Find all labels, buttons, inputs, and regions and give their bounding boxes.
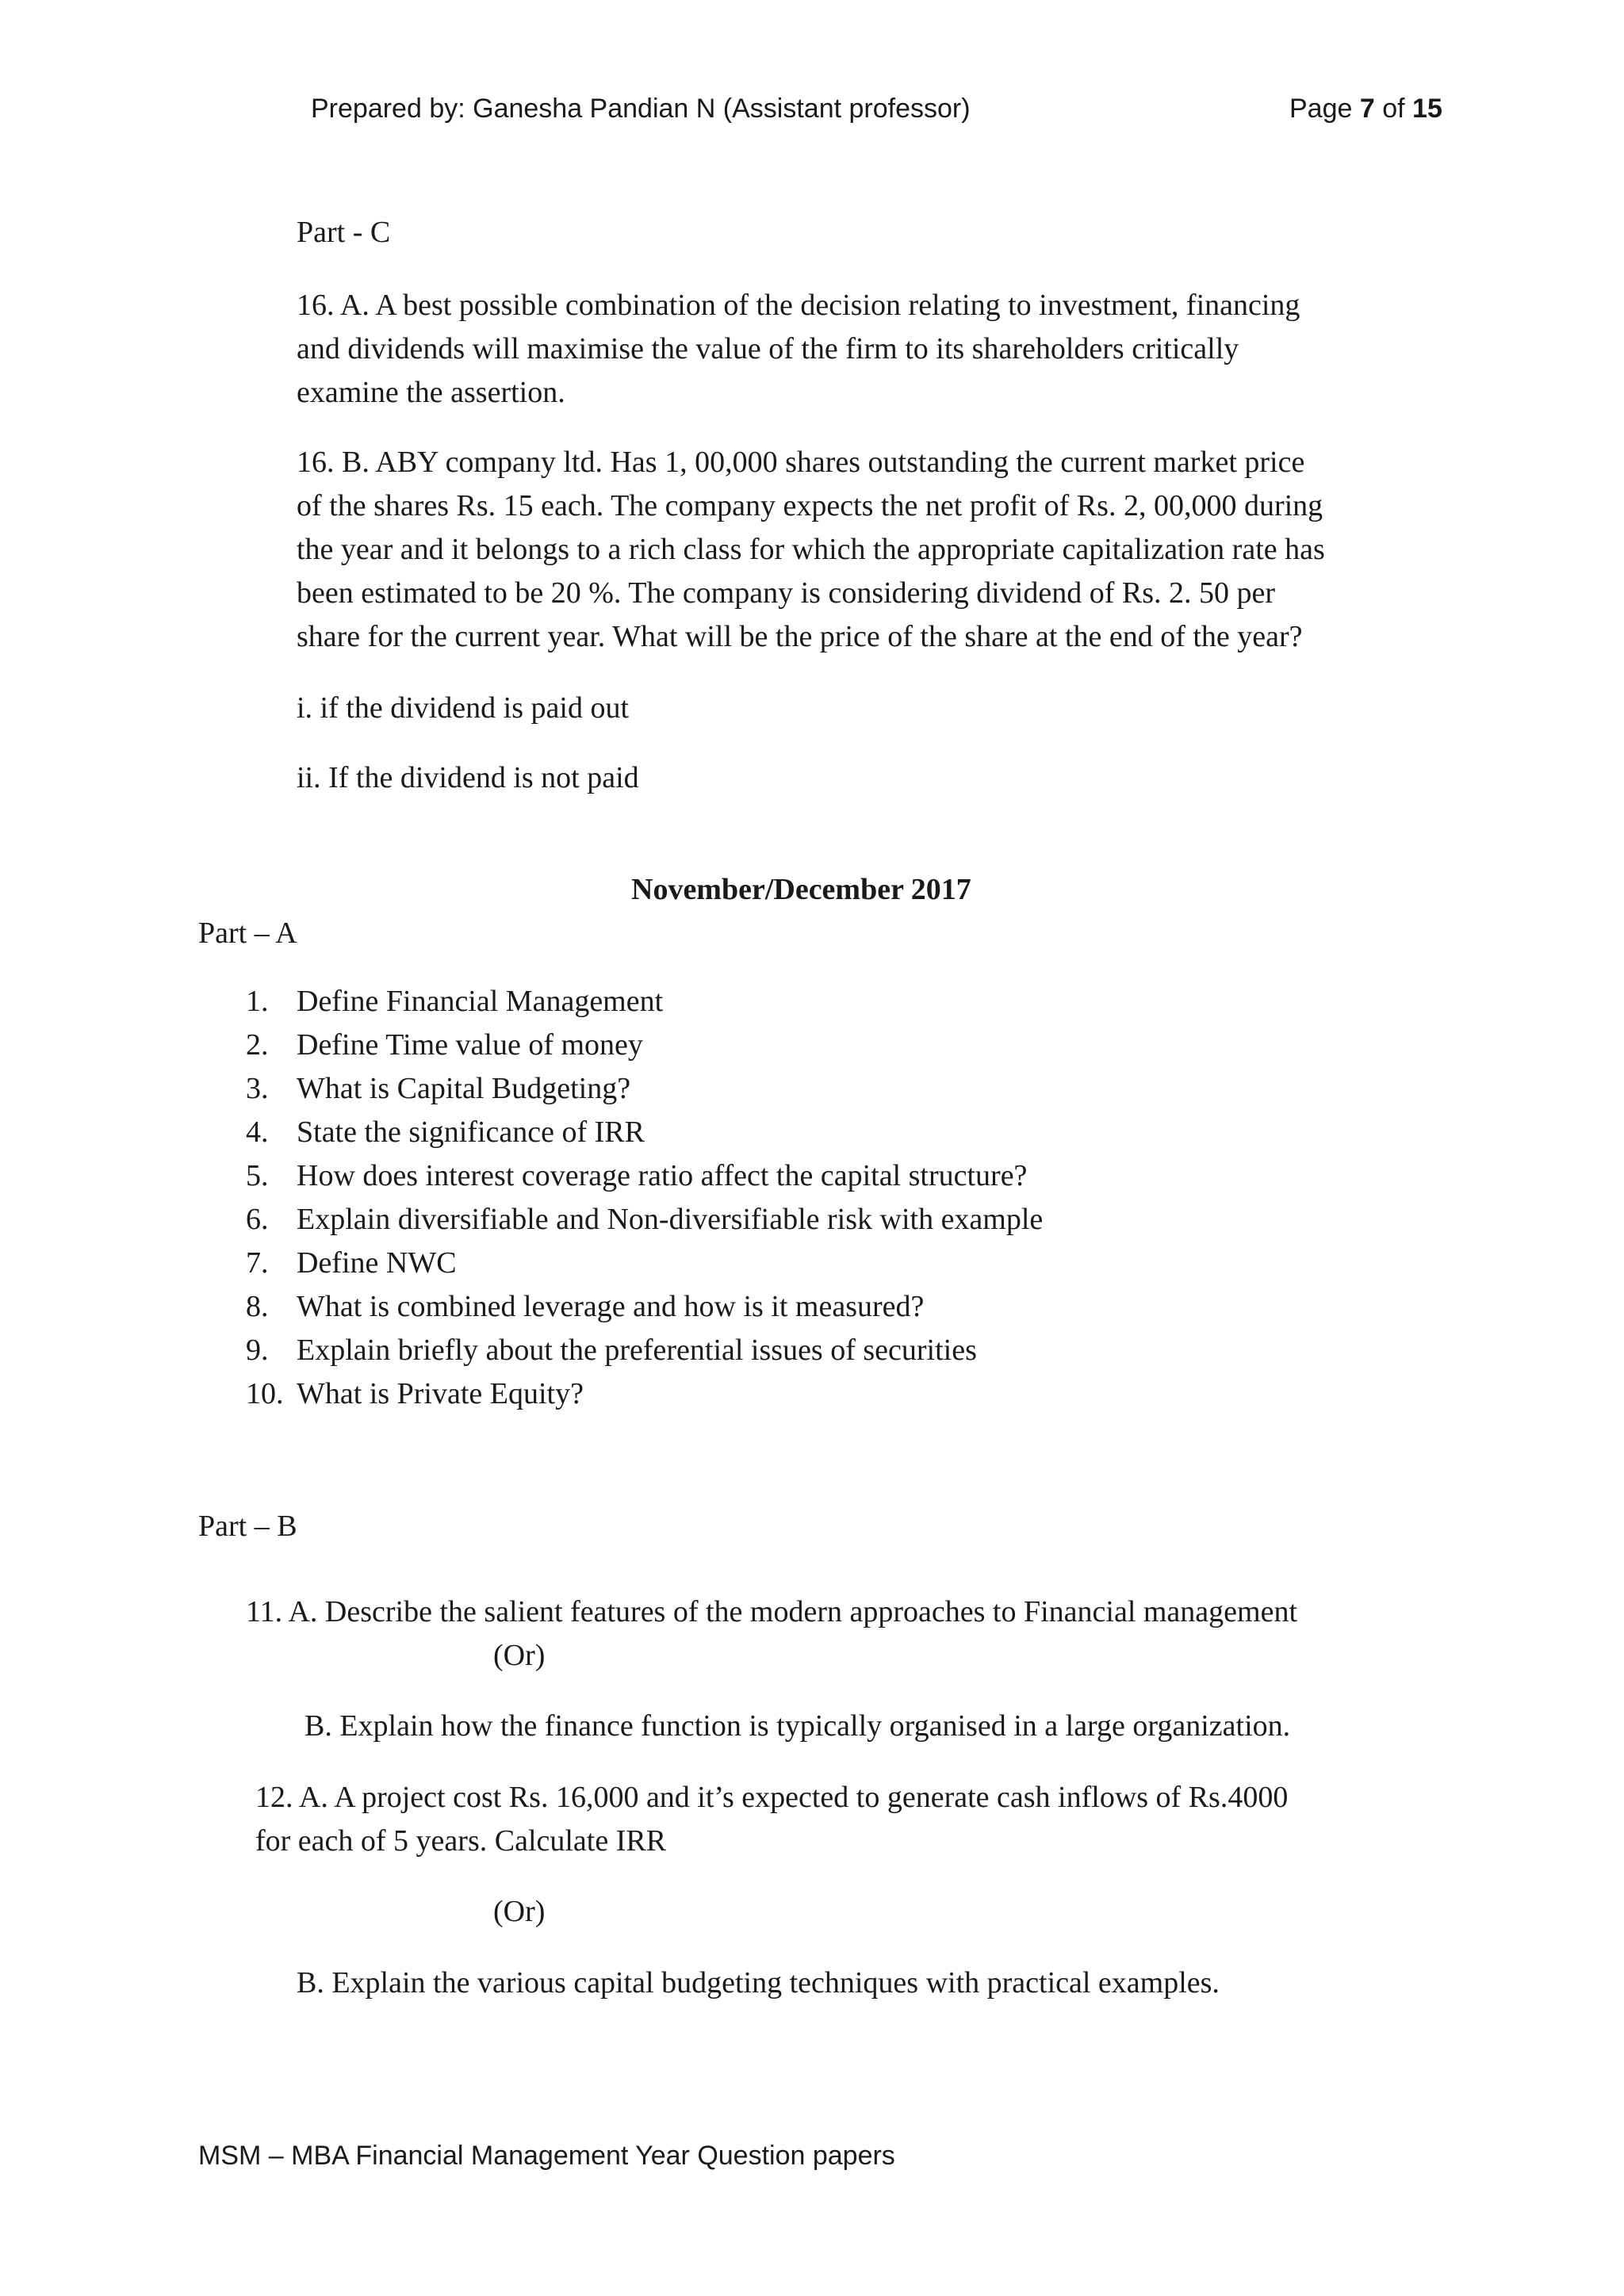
list-item-text: Explain diversifiable and Non-diversifiable risk with example xyxy=(297,1203,1044,1236)
list-item-number: 6. xyxy=(246,1203,269,1236)
question-12a-line: for each of 5 years. Calculate IRR xyxy=(255,1824,667,1858)
list-item-text: Define NWC xyxy=(297,1246,457,1280)
list-item-number: 3. xyxy=(246,1072,269,1105)
list-item-text: Define Financial Management xyxy=(297,985,664,1018)
question-11a: 11. A. Describe the salient features of the modern approaches to Financial management xyxy=(246,1595,1298,1628)
list-item xyxy=(246,1198,1043,1242)
list-item xyxy=(246,1024,1043,1067)
question-16a-line: and dividends will maximise the value of the firm to its shareholders critically xyxy=(297,332,1239,365)
question-12b: B. Explain the various capital budgeting techniques with practical examples. xyxy=(297,1966,1220,1999)
question-12a xyxy=(255,1776,1288,1863)
question-11b: B. Explain how the finance function is typically organised in a large organization. xyxy=(304,1709,1291,1743)
or-separator-1: (Or) xyxy=(493,1639,546,1672)
or-separator-2: (Or) xyxy=(493,1895,546,1928)
list-item xyxy=(246,1242,1043,1285)
question-16a-line: 16. A. A best possible combination of the decision relating to investment, financing xyxy=(297,289,1300,322)
page-current: 7 xyxy=(1359,94,1375,124)
page-total: 15 xyxy=(1412,94,1442,124)
list-item-number: 8. xyxy=(246,1290,269,1323)
list-item-text: Explain briefly about the preferential issues of securities xyxy=(297,1334,977,1367)
question-16b-line: the year and it belongs to a rich class for which the appropriate capitalization rate has xyxy=(297,533,1325,566)
part-b-heading: Part – B xyxy=(198,1510,297,1543)
list-item-text: Define Time value of money xyxy=(297,1028,643,1062)
list-item-text: What is Capital Budgeting? xyxy=(297,1072,631,1105)
page-of: of xyxy=(1382,94,1405,124)
question-16b-line: of the shares Rs. 15 each. The company expects the net profit of Rs. 2, 00,000 during xyxy=(297,489,1323,522)
question-16b-line: share for the current year. What will be the price of the share at the end of the year? xyxy=(297,620,1303,653)
list-item xyxy=(246,980,1043,1024)
session-heading: November/December 2017 xyxy=(631,873,971,906)
list-item-number: 7. xyxy=(246,1246,269,1280)
list-item-number: 5. xyxy=(246,1159,269,1192)
list-item xyxy=(246,1067,1043,1111)
page-footer: MSM – MBA Financial Management Year Question papers xyxy=(198,2141,895,2171)
header-page-number xyxy=(1289,94,1442,124)
list-item xyxy=(246,1285,1043,1329)
list-item-text: What is combined leverage and how is it measured? xyxy=(297,1290,925,1323)
list-item xyxy=(246,1372,1043,1416)
part-a-heading: Part – A xyxy=(198,916,297,950)
part-c-heading: Part - C xyxy=(297,216,391,249)
part-a-question-list xyxy=(246,980,1043,1416)
question-12a-line: 12. A. A project cost Rs. 16,000 and it’s expected to generate cash inflows of Rs.4000 xyxy=(255,1781,1289,1814)
question-16b-line: 16. B. ABY company ltd. Has 1, 00,000 shares outstanding the current market price xyxy=(297,446,1305,479)
list-item xyxy=(246,1111,1043,1154)
list-item-text: State the significance of IRR xyxy=(297,1115,645,1149)
list-item-number: 10. xyxy=(246,1377,284,1410)
question-16b-line: been estimated to be 20 %. The company is considering dividend of Rs. 2. 50 per xyxy=(297,576,1276,610)
list-item-number: 2. xyxy=(246,1028,269,1062)
list-item xyxy=(246,1154,1043,1198)
page-prefix: Page xyxy=(1289,94,1353,124)
question-16b xyxy=(297,441,1325,659)
question-16a-line: examine the assertion. xyxy=(297,376,565,409)
list-item-number: 1. xyxy=(246,985,269,1018)
header-prepared-by: Prepared by: Ganesha Pandian N (Assistant professor) xyxy=(311,94,971,124)
list-item-number: 4. xyxy=(246,1115,269,1149)
option-i: i. if the dividend is paid out xyxy=(297,691,630,725)
option-ii: ii. If the dividend is not paid xyxy=(297,761,639,794)
list-item xyxy=(246,1329,1043,1372)
list-item-text: How does interest coverage ratio affect the capital structure? xyxy=(297,1159,1028,1192)
list-item-number: 9. xyxy=(246,1334,269,1367)
list-item-text: What is Private Equity? xyxy=(297,1377,584,1410)
question-16a xyxy=(297,284,1300,415)
